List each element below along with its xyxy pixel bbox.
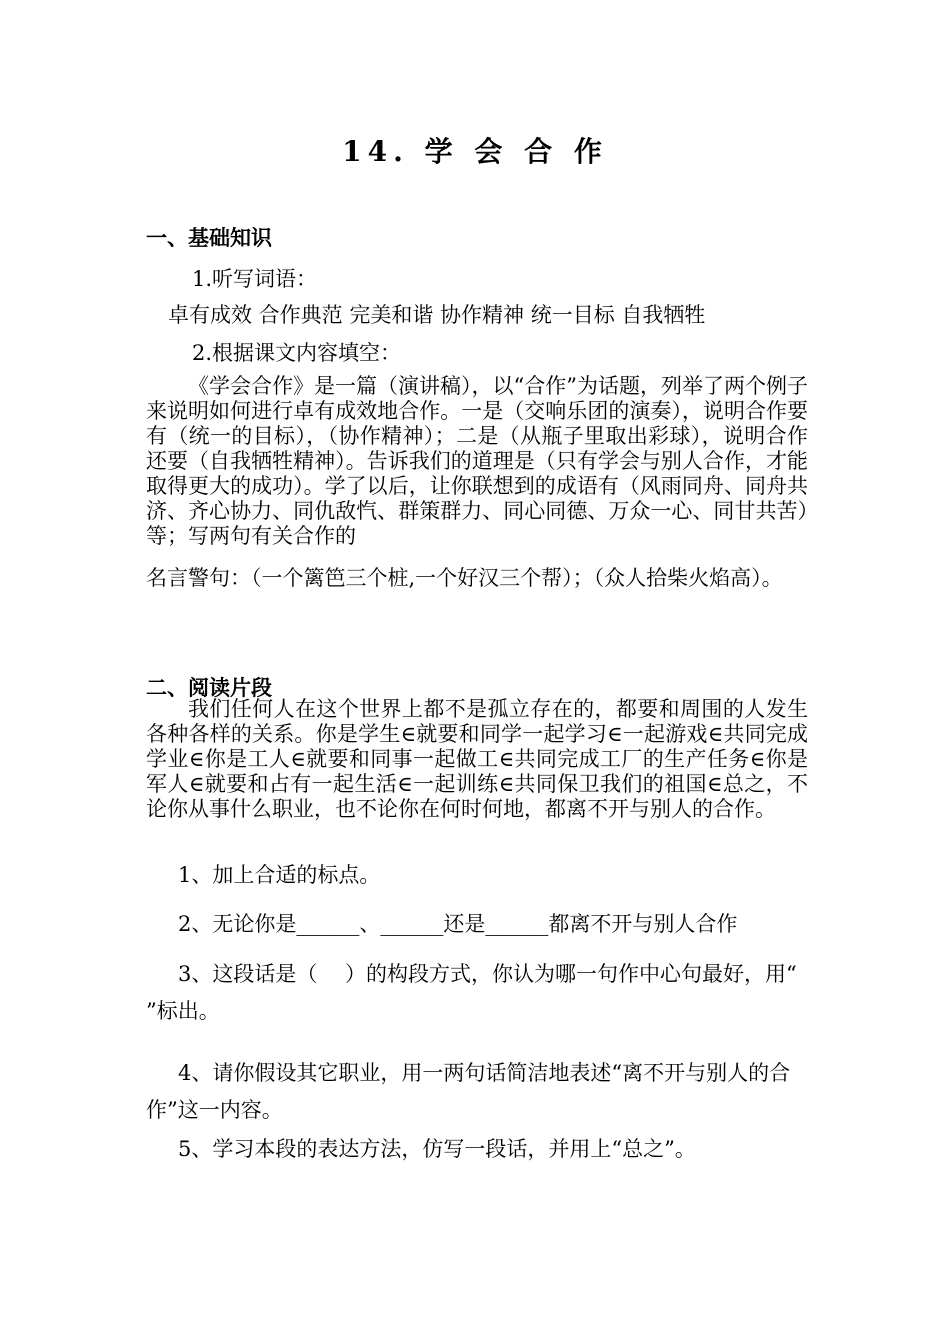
reading-question-3: 3、这段话是（ ）的构段方式，你认为哪一句作中心句最好，用“ ”标出。 (146, 962, 797, 1023)
reading-question-2: 2、无论你是______、______还是______都离不开与别人合作 (178, 912, 738, 936)
question-1-label: 1.听写词语： (192, 267, 318, 291)
reading-question-5: 5、学习本段的表达方法，仿写一段话，并用上“总之”。 (178, 1137, 696, 1161)
page-title: 14. 学 会 合 作 (342, 135, 608, 168)
reading-passage: 我们任何人在这个世界上都不是孤立存在的，都要和周围的人发生各种各样的关系。你是学生∈就要和同学一起学习∈一起游戏∈共同完成学业∈你是工人∈就要和同事一起做工∈共同完成工厂的生产任务∈你是军人∈就要和占有一起生活∈一起训练∈共同保卫我们的祖国∈总之，不论你从事什么职业，也不论你在何时何地，都离不开与别人的合作。 (146, 697, 808, 821)
reading-question-1: 1、加上合适的标点。 (178, 863, 381, 887)
section-heading-basics: 一、基础知识 (146, 225, 272, 250)
section-heading-reading: 二、阅读片段 (146, 675, 272, 700)
fill-in-paragraph-tail: 名言警句：（一个篱笆三个桩,一个好汉三个帮）；（众人拾柴火焰高）。 (146, 566, 783, 590)
dictation-words: 卓有成效 合作典范 完美和谐 协作精神 统一目标 自我牺牲 (168, 303, 706, 327)
reading-question-4: 4、请你假设其它职业，用一两句话简洁地表述“离不开与别人的合作”这一内容。 (146, 1061, 791, 1122)
fill-in-paragraph: 《学会合作》是一篇（演讲稿），以“合作”为话题，列举了两个例子来说明如何进行卓有成效地合作。一是（交响乐团的演奏），说明合作要有（统一的目标），（协作精神）；二是（从瓶子里取出彩球），说明合作还要（自我牺牲精神）。告诉我们的道理是（只有学会与别人合作，才能取得更大的成功）。学了以后，让你联想到的成语有（风雨同舟、同舟共济、齐心协力、同仇敌忾、群策群力、同心同德、万众一心、同甘共苦）等；写两句有关合作的 (146, 374, 808, 548)
question-2-label: 2.根据课文内容填空： (192, 341, 402, 365)
